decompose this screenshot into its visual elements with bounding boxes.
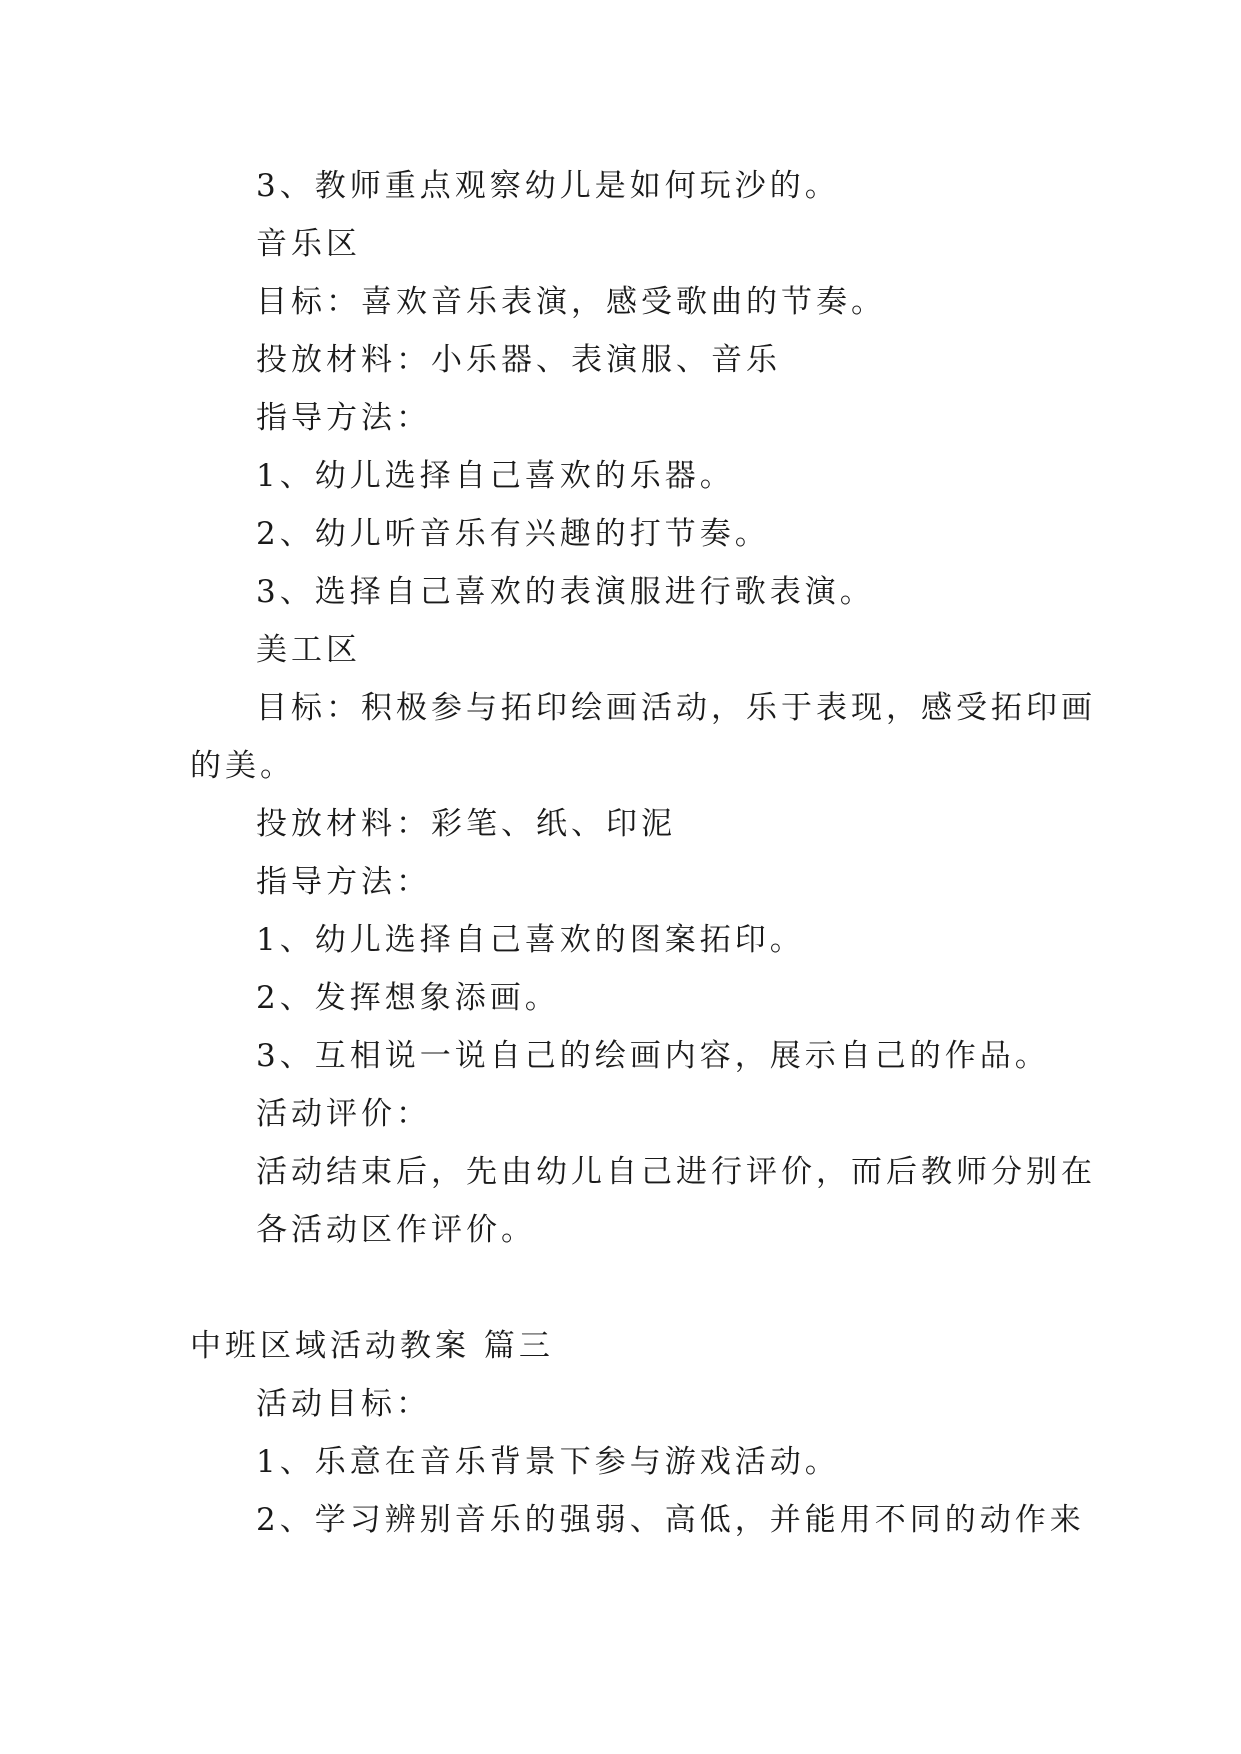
text-line: 活动结束后，先由幼儿自己进行评价，而后教师分别在 [256,1154,1096,1190]
text-line: 各活动区作评价。 [256,1212,536,1248]
text-line: 指导方法： [256,400,431,436]
text-line: 1、幼儿选择自己喜欢的图案拓印。 [256,922,805,958]
text-line: 2、发挥想象添画。 [256,980,560,1016]
text-line: 活动目标： [256,1386,431,1422]
text-line: 目标：喜欢音乐表演，感受歌曲的节奏。 [256,284,886,320]
text-line: 3、教师重点观察幼儿是如何玩沙的。 [256,168,840,204]
text-line: 2、学习辨别音乐的强弱、高低，并能用不同的动作来 [256,1502,1085,1538]
text-line: 1、幼儿选择自己喜欢的乐器。 [256,458,735,494]
text-line: 3、选择自己喜欢的表演服进行歌表演。 [256,574,875,610]
text-line: 目标：积极参与拓印绘画活动，乐于表现，感受拓印画 [256,690,1096,726]
text-line: 的美。 [190,748,295,784]
section-heading-art-area: 美工区 [256,632,361,668]
text-line: 3、互相说一说自己的绘画内容，展示自己的作品。 [256,1038,1050,1074]
section-heading-music-area: 音乐区 [256,226,361,262]
text-line: 投放材料：彩笔、纸、印泥 [256,806,676,842]
text-line: 指导方法： [256,864,431,900]
text-line: 活动评价： [256,1096,431,1132]
document-section-title: 中班区域活动教案 篇三 [190,1328,554,1364]
text-line: 投放材料：小乐器、表演服、音乐 [256,342,781,378]
text-line: 1、乐意在音乐背景下参与游戏活动。 [256,1444,840,1480]
text-line: 2、幼儿听音乐有兴趣的打节奏。 [256,516,770,552]
